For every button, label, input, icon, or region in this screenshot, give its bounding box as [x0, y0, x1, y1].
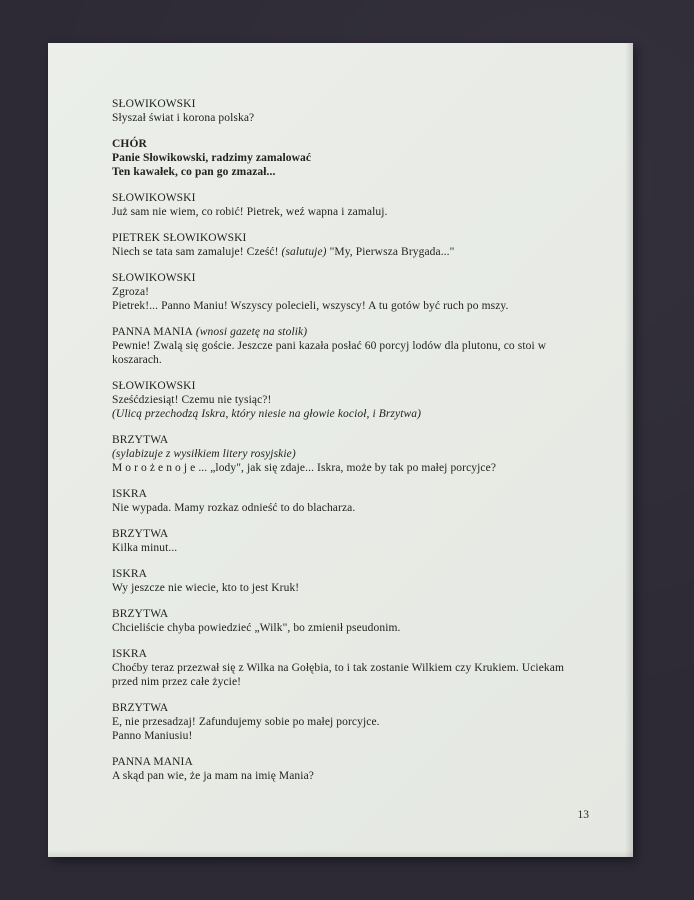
dialogue-line: Sześćdziesiąt! Czemu nie tysiąc?! — [112, 394, 272, 406]
dialogue-block — [112, 231, 580, 259]
dialogue-block — [112, 567, 580, 595]
document-page — [48, 43, 633, 857]
dialogue-block — [112, 487, 580, 515]
dialogue-block — [112, 755, 580, 783]
character-name: PANNA MANIA (wnosi gazetę na stolik) — [112, 326, 308, 338]
dialogue-line: koszarach. — [112, 354, 162, 366]
dialogue-line: Nie wypada. Mamy rozkaz odnieść to do blacharza. — [112, 502, 356, 514]
dialogue-line: Panno Maniusiu! — [112, 730, 193, 742]
stage-direction: (wnosi gazetę na stolik) — [192, 326, 308, 338]
dialogue-block — [112, 271, 580, 313]
dialogue-line: Ten kawałek, co pan go zmazał... — [112, 166, 276, 178]
dialogue-line: Choćby teraz przezwał się z Wilka na Gołębia, to i tak zostanie Wilkiem czy Krukiem. Uciekam — [112, 662, 565, 674]
dialogue-line: Niech se tata sam zamaluje! Cześć! (salutuje) "My, Pierwsza Brygada..." — [112, 246, 455, 258]
character-name: ISKRA — [112, 648, 148, 660]
dialogue-block — [112, 379, 580, 421]
character-name: CHÓR — [112, 138, 147, 150]
character-name: ISKRA — [112, 568, 148, 580]
dialogue-block — [112, 607, 580, 635]
character-name: BRZYTWA — [112, 528, 169, 540]
character-name: SŁOWIKOWSKI — [112, 272, 196, 284]
dialogue-block — [112, 433, 580, 475]
dialogue-line: Zgroza! — [112, 286, 150, 298]
character-name: BRZYTWA — [112, 702, 169, 714]
dialogue-line: Panie Słowikowski, radzimy zamalować — [112, 152, 312, 164]
character-name: ISKRA — [112, 488, 148, 500]
dialogue-line: Już sam nie wiem, co robić! Pietrek, weź wapna i zamaluj. — [112, 206, 388, 218]
dialogue-block — [112, 701, 580, 743]
dialogue-line: Chcieliście chyba powiedzieć „Wilk", bo zmienił pseudonim. — [112, 622, 401, 634]
dialogue-line: Pewnie! Zwalą się goście. Jeszcze pani kazała posłać 60 porcyj lodów dla plutonu, co stoi w — [112, 340, 547, 352]
character-name: BRZYTWA — [112, 434, 169, 446]
dialogue-line: przed nim przez całe życie! — [112, 676, 242, 688]
page-number: 13 — [577, 809, 589, 821]
dialogue-block — [112, 325, 580, 367]
dialogue-block — [112, 647, 580, 689]
character-name: SŁOWIKOWSKI — [112, 380, 196, 392]
dialogue-line: A skąd pan wie, że ja mam na imię Mania? — [112, 770, 314, 782]
character-name: PIETREK SŁOWIKOWSKI — [112, 232, 247, 244]
character-name: BRZYTWA — [112, 608, 169, 620]
script-text — [112, 97, 580, 795]
dialogue-block — [112, 97, 580, 125]
dialogue-block — [112, 527, 580, 555]
dialogue-block — [112, 191, 580, 219]
dialogue-line: Słyszał świat i korona polska? — [112, 112, 255, 124]
character-name: SŁOWIKOWSKI — [112, 98, 196, 110]
dialogue-line: Kilka minut... — [112, 542, 178, 554]
dialogue-line: M o r o ż e n o j e ... „lody", jak się zdaje... Iskra, może by tak po małej porcyjce? — [112, 462, 497, 474]
dialogue-line: Pietrek!... Panno Maniu! Wszyscy polecieli, wszyscy! A tu gotów być ruch po mszy. — [112, 300, 509, 312]
dialogue-line: (Ulicą przechodzą Iskra, który niesie na głowie kocioł, i Brzytwa) — [112, 408, 422, 420]
dialogue-line: E, nie przesadzaj! Zafundujemy sobie po małej porcyjce. — [112, 716, 380, 728]
dialogue-line: (sylabizuje z wysiłkiem litery rosyjskie) — [112, 448, 296, 460]
character-name: PANNA MANIA — [112, 756, 193, 768]
dialogue-block — [112, 137, 580, 179]
dialogue-line: Wy jeszcze nie wiecie, kto to jest Kruk! — [112, 582, 300, 594]
character-name: SŁOWIKOWSKI — [112, 192, 196, 204]
